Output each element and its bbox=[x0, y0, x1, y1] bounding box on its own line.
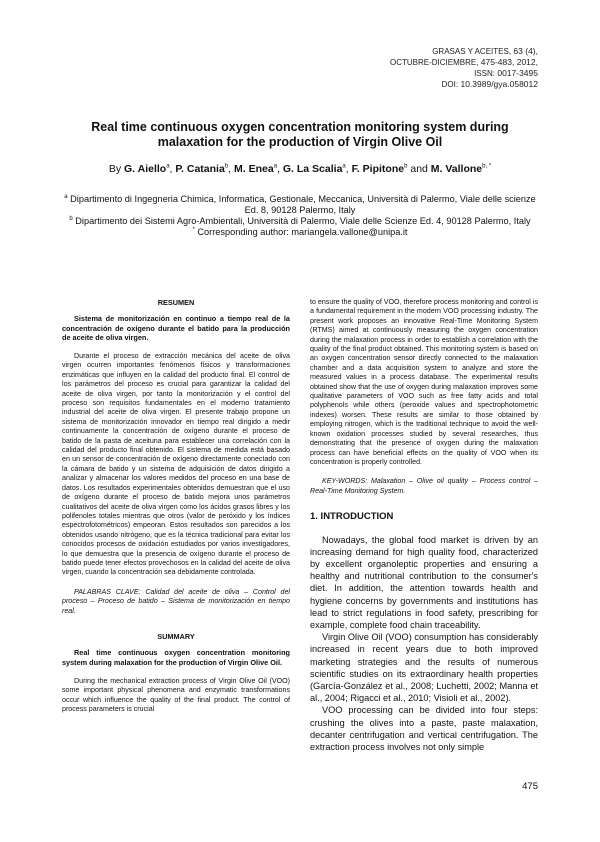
author-name: M. Vallone bbox=[430, 163, 483, 175]
author-name: G. La Scalia bbox=[282, 163, 343, 175]
resumen-body: Durante el proceso de extracción mecánica del aceite de oliva virgen ocurren importantes fenómenos físicos y transformaciones enzimáticas que influyen en la calidad del producto final. El control de los parámetros del proceso es crucial para garantizar la calidad del aceite de oliva virgen, por tanto la monitorización y el control del proceso son requisitos fundamentales en el moderno tratamiento industrial del aceite de oliva virgen. El presente trabajo propone un sistema de monitorización innovador en tiempo real dirigido a medir continuamente la concentración de oxígeno durante el proceso de batido de la pasta de aceituna para establecer una correlación con la calidad del producto final obtenido. El sistema de medida está basado en un sensor de concentración de oxígeno directamente conectado con la cámara de batido y un sistema de adquisición de datos dirigido a analizar y almacenar los valores medidos del proceso en una base de datos. Los resultados experimentales obtenidos demuestran que el uso de oxígeno durante el proceso de batido mejora unos parámetros cualitativos del aceite de oliva virgen como los ácidos grasos libres y los polifenoles totales mientras que otros (valor de peróxido y los índices espectrofotométricos) empeoran. Estos resultados son parecidos a los obtenidos usando nitrógeno, que es la técnica tradicional para evitar los conocidos procesos de oxidación estudiados por varios investigadores, lo que demuestra que la presencia de oxígeno durante el proceso de batido puede tener efectos provechosos en la calidad del aceite de oliva virgen, cuando la concentración sea debidamente controlada. bbox=[62, 352, 290, 577]
author-affiliation-mark: b bbox=[404, 163, 408, 170]
journal-volume: 63 (4), bbox=[513, 46, 538, 56]
introduction-paragraph-3: VOO processing can be divided into four steps: crushing the olives into a paste, paste malaxation, decanter centrifugation and vertical centrifugation. The extraction process involves not only simple bbox=[310, 705, 538, 752]
corresponding-mark: * bbox=[192, 226, 195, 233]
journal-info bbox=[390, 46, 538, 90]
journal-name: GRASAS Y ACEITES, bbox=[432, 47, 512, 56]
summary-body-start: During the mechanical extraction process of Virgin Olive Oil (VOO) some important physical phenomena and enzymatic transformations occur which influence the quality of the final product. The control of process parameters is crucial bbox=[62, 676, 290, 714]
issn-label: ISSN: bbox=[474, 69, 495, 78]
author-separator: , bbox=[169, 163, 176, 175]
introduction-paragraph-2: Virgin Olive Oil (VOO) consumption has considerably increased in recent years due to both improved marketing strategies and the results of numerous scientific studies on its extraordinary health properties (García-González et al., 2008; Luchetti, 2002; Manna et al., 2004; Rigacci et al., 2010; Visioli et al., 2002). bbox=[310, 632, 538, 704]
author-separator: , bbox=[228, 163, 234, 175]
introduction-paragraph-1: Nowadays, the global food market is driven by an increasing demand for high quality food, characterized by excellent organoleptic properties and ensuring a healthy and nutritional contribution to the consumer's diet. In addition, the attention towards health and hygiene concerns by governments and institutions has lead to strict regulations in food safety, prescribing for example, complete food chain traceability. bbox=[310, 534, 538, 630]
journal-pages: 475-483, 2012, bbox=[480, 57, 538, 67]
summary-subtitle: Real time continuous oxygen concentration monitoring system during malaxation for the production of Virgin Olive Oil. bbox=[62, 648, 290, 667]
doi-label: DOI: bbox=[441, 80, 459, 89]
author-list bbox=[124, 163, 491, 175]
affiliation-b-text: Dipartimento dei Sistemi Agro-Ambientali, Università di Palermo, Viale delle Scienze Ed. 4, 90128 Palermo, Italy bbox=[75, 216, 531, 226]
author-affiliation-mark: a bbox=[342, 163, 346, 170]
doi-value: 10.3989/gya.058012 bbox=[460, 79, 538, 89]
resumen-heading: RESUMEN bbox=[157, 298, 195, 307]
author-name: G. Aiello bbox=[124, 163, 167, 175]
author-name: F. Pipitone bbox=[351, 163, 405, 175]
introduction-heading: 1. INTRODUCTION bbox=[310, 511, 394, 523]
author-affiliation-mark: b bbox=[224, 163, 229, 170]
author-name: M. Enea bbox=[234, 163, 274, 175]
summary-keywords: KEY-WORDS: Malaxation – Olive oil quality – Process control – Real-Time Monitoring System. bbox=[310, 477, 538, 495]
author-affiliation-mark: a bbox=[166, 163, 170, 170]
corresponding-author bbox=[62, 227, 538, 238]
author-name: P. Catania bbox=[175, 163, 225, 175]
corresponding-text: Corresponding author: mariangela.vallone@unipa.it bbox=[197, 227, 408, 237]
author-affiliation-mark: b, * bbox=[482, 163, 492, 170]
affiliations bbox=[62, 194, 538, 238]
right-column bbox=[310, 298, 538, 753]
summary-body-continued: to ensure the quality of VOO, therefore process monitoring and control is a fundamental requirement in the modern VOO processing industry. The present work proposes an innovative Real-Time Monitoring System (RTMS) aimed at continuously measuring the oxygen concentration during the malaxation process in order to establish a correlation with the quality of the final product obtained. This monitoring system is based on an oxygen concentration sensor directly connected to the malaxation chamber and a data acquisition system to analyze and store the measured values in a process database. The experimental results obtained show that the use of oxygen during malaxation improves some qualitative parameters of VOO such as free fatty acids and total polyphenols while others (peroxide values and spectrophotometric indexes) worsen. These results are similar to those obtained by employing nitrogen, which is the traditional technique to avoid the well-known oxidation processes studied by several researches, thus demonstrating that the presence of oxygen during the malaxation process can have beneficial effects on the quality of VOO when its concentration is properly controlled. bbox=[310, 298, 538, 466]
affiliation-a-text: Dipartimento di Ingegneria Chimica, Informatica, Gestionale, Meccanica, Università di Palermo, Viale delle scienze Ed. 8, 90128 Palermo, Italy bbox=[70, 194, 536, 215]
author-separator: , bbox=[345, 163, 352, 175]
affiliation-b bbox=[62, 216, 538, 227]
issn-value: 0017-3495 bbox=[497, 68, 538, 78]
affiliation-a-mark: a bbox=[64, 193, 68, 200]
by-label: By bbox=[108, 163, 122, 175]
resumen-keywords: PALABRAS CLAVE: Calidad del aceite de oliva – Control del proceso – Proceso de batido – Sistema de monitorización en tiempo real. bbox=[62, 587, 290, 615]
page-number: 475 bbox=[522, 781, 538, 792]
author-separator: and bbox=[407, 163, 431, 175]
affiliation-a bbox=[62, 194, 538, 216]
paper-title: Real time continuous oxygen concentration monitoring system during malaxation for the production of Virgin Olive Oil bbox=[91, 120, 509, 149]
left-column bbox=[62, 298, 290, 724]
author-line bbox=[60, 163, 540, 175]
journal-dates: OCTUBRE-DICIEMBRE, bbox=[389, 58, 479, 67]
affiliation-b-mark: b bbox=[69, 215, 73, 222]
summary-heading: SUMMARY bbox=[157, 631, 195, 641]
author-affiliation-mark: a bbox=[273, 163, 278, 170]
resumen-subtitle: Sistema de monitorización en continuo a tiempo real de la concentración de oxígeno durante el batido para la producción de aceite de oliva virgen. bbox=[62, 314, 290, 342]
author-separator: , bbox=[277, 163, 283, 175]
